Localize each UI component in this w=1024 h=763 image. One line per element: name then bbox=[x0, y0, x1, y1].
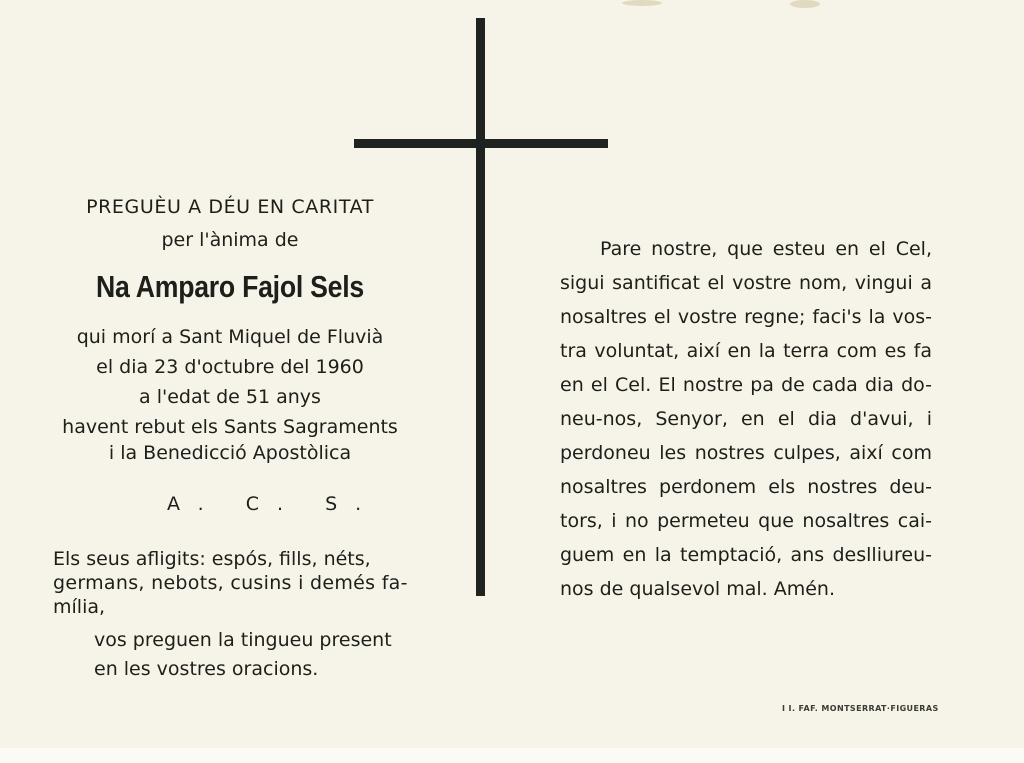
prayer-line: neu-nos, Senyor, en el dia d'avui, i bbox=[560, 408, 932, 430]
mourners-line-2: germans, nebots, cusins i demés fa- bbox=[53, 572, 408, 594]
printer-imprint: I I. FAF. MONTSERRAT·FIGUERAS bbox=[782, 704, 939, 713]
prayer-line: perdoneu les nostres culpes, així com bbox=[560, 442, 932, 464]
mourners-line-3: mília, bbox=[53, 596, 106, 618]
prayer-line: tors, i no permeteu que nosaltres cai- bbox=[560, 510, 932, 532]
prayer-line: en el Cel. El nostre pa de cada dia do- bbox=[560, 374, 932, 396]
prayer-line: nosaltres el vostre regne; faci's la vos- bbox=[560, 306, 932, 328]
request-line-2: en les vostres oracions. bbox=[94, 658, 319, 680]
soul-line: per l'ànima de bbox=[161, 229, 299, 251]
prayer-column bbox=[560, 232, 932, 606]
request-line-1: vos preguen la tingueu present bbox=[94, 629, 392, 651]
death-place: qui morí a Sant Miquel de Fluvià bbox=[76, 326, 384, 348]
paper-stain bbox=[790, 0, 820, 8]
prayer-line: sigui santificat el vostre nom, vingui a bbox=[560, 272, 932, 294]
cross-horizontal bbox=[354, 139, 608, 148]
death-date: el dia 23 d'octubre del 1960 bbox=[96, 356, 364, 378]
prayer-line: tra voluntat, així en la terra com es fa bbox=[560, 340, 932, 362]
prayer-line: nosaltres perdonem els nostres deu- bbox=[560, 476, 932, 498]
acs-initials: A. C. S. bbox=[167, 493, 380, 515]
prayer-line: guem en la temptació, ans deslliureu- bbox=[560, 544, 932, 566]
heading: PREGUÈU A DÉU EN CARITAT bbox=[86, 196, 374, 218]
card-bottom-edge bbox=[0, 748, 1024, 763]
prayer-line: nos de qualsevol mal. Amén. bbox=[560, 578, 835, 600]
mourners-line-1: Els seus afligits: espós, fills, néts, bbox=[53, 548, 371, 570]
sacraments: havent rebut els Sants Sagraments bbox=[62, 416, 398, 438]
age: a l'edat de 51 anys bbox=[139, 386, 321, 408]
benediction: i la Benedicció Apostòlica bbox=[108, 442, 352, 464]
deceased-name: Na Amparo Fajol Sels bbox=[96, 269, 364, 304]
paper-stain bbox=[622, 0, 662, 6]
prayer-line: Pare nostre, que esteu en el Cel, bbox=[600, 238, 932, 260]
cross-vertical bbox=[476, 18, 485, 596]
